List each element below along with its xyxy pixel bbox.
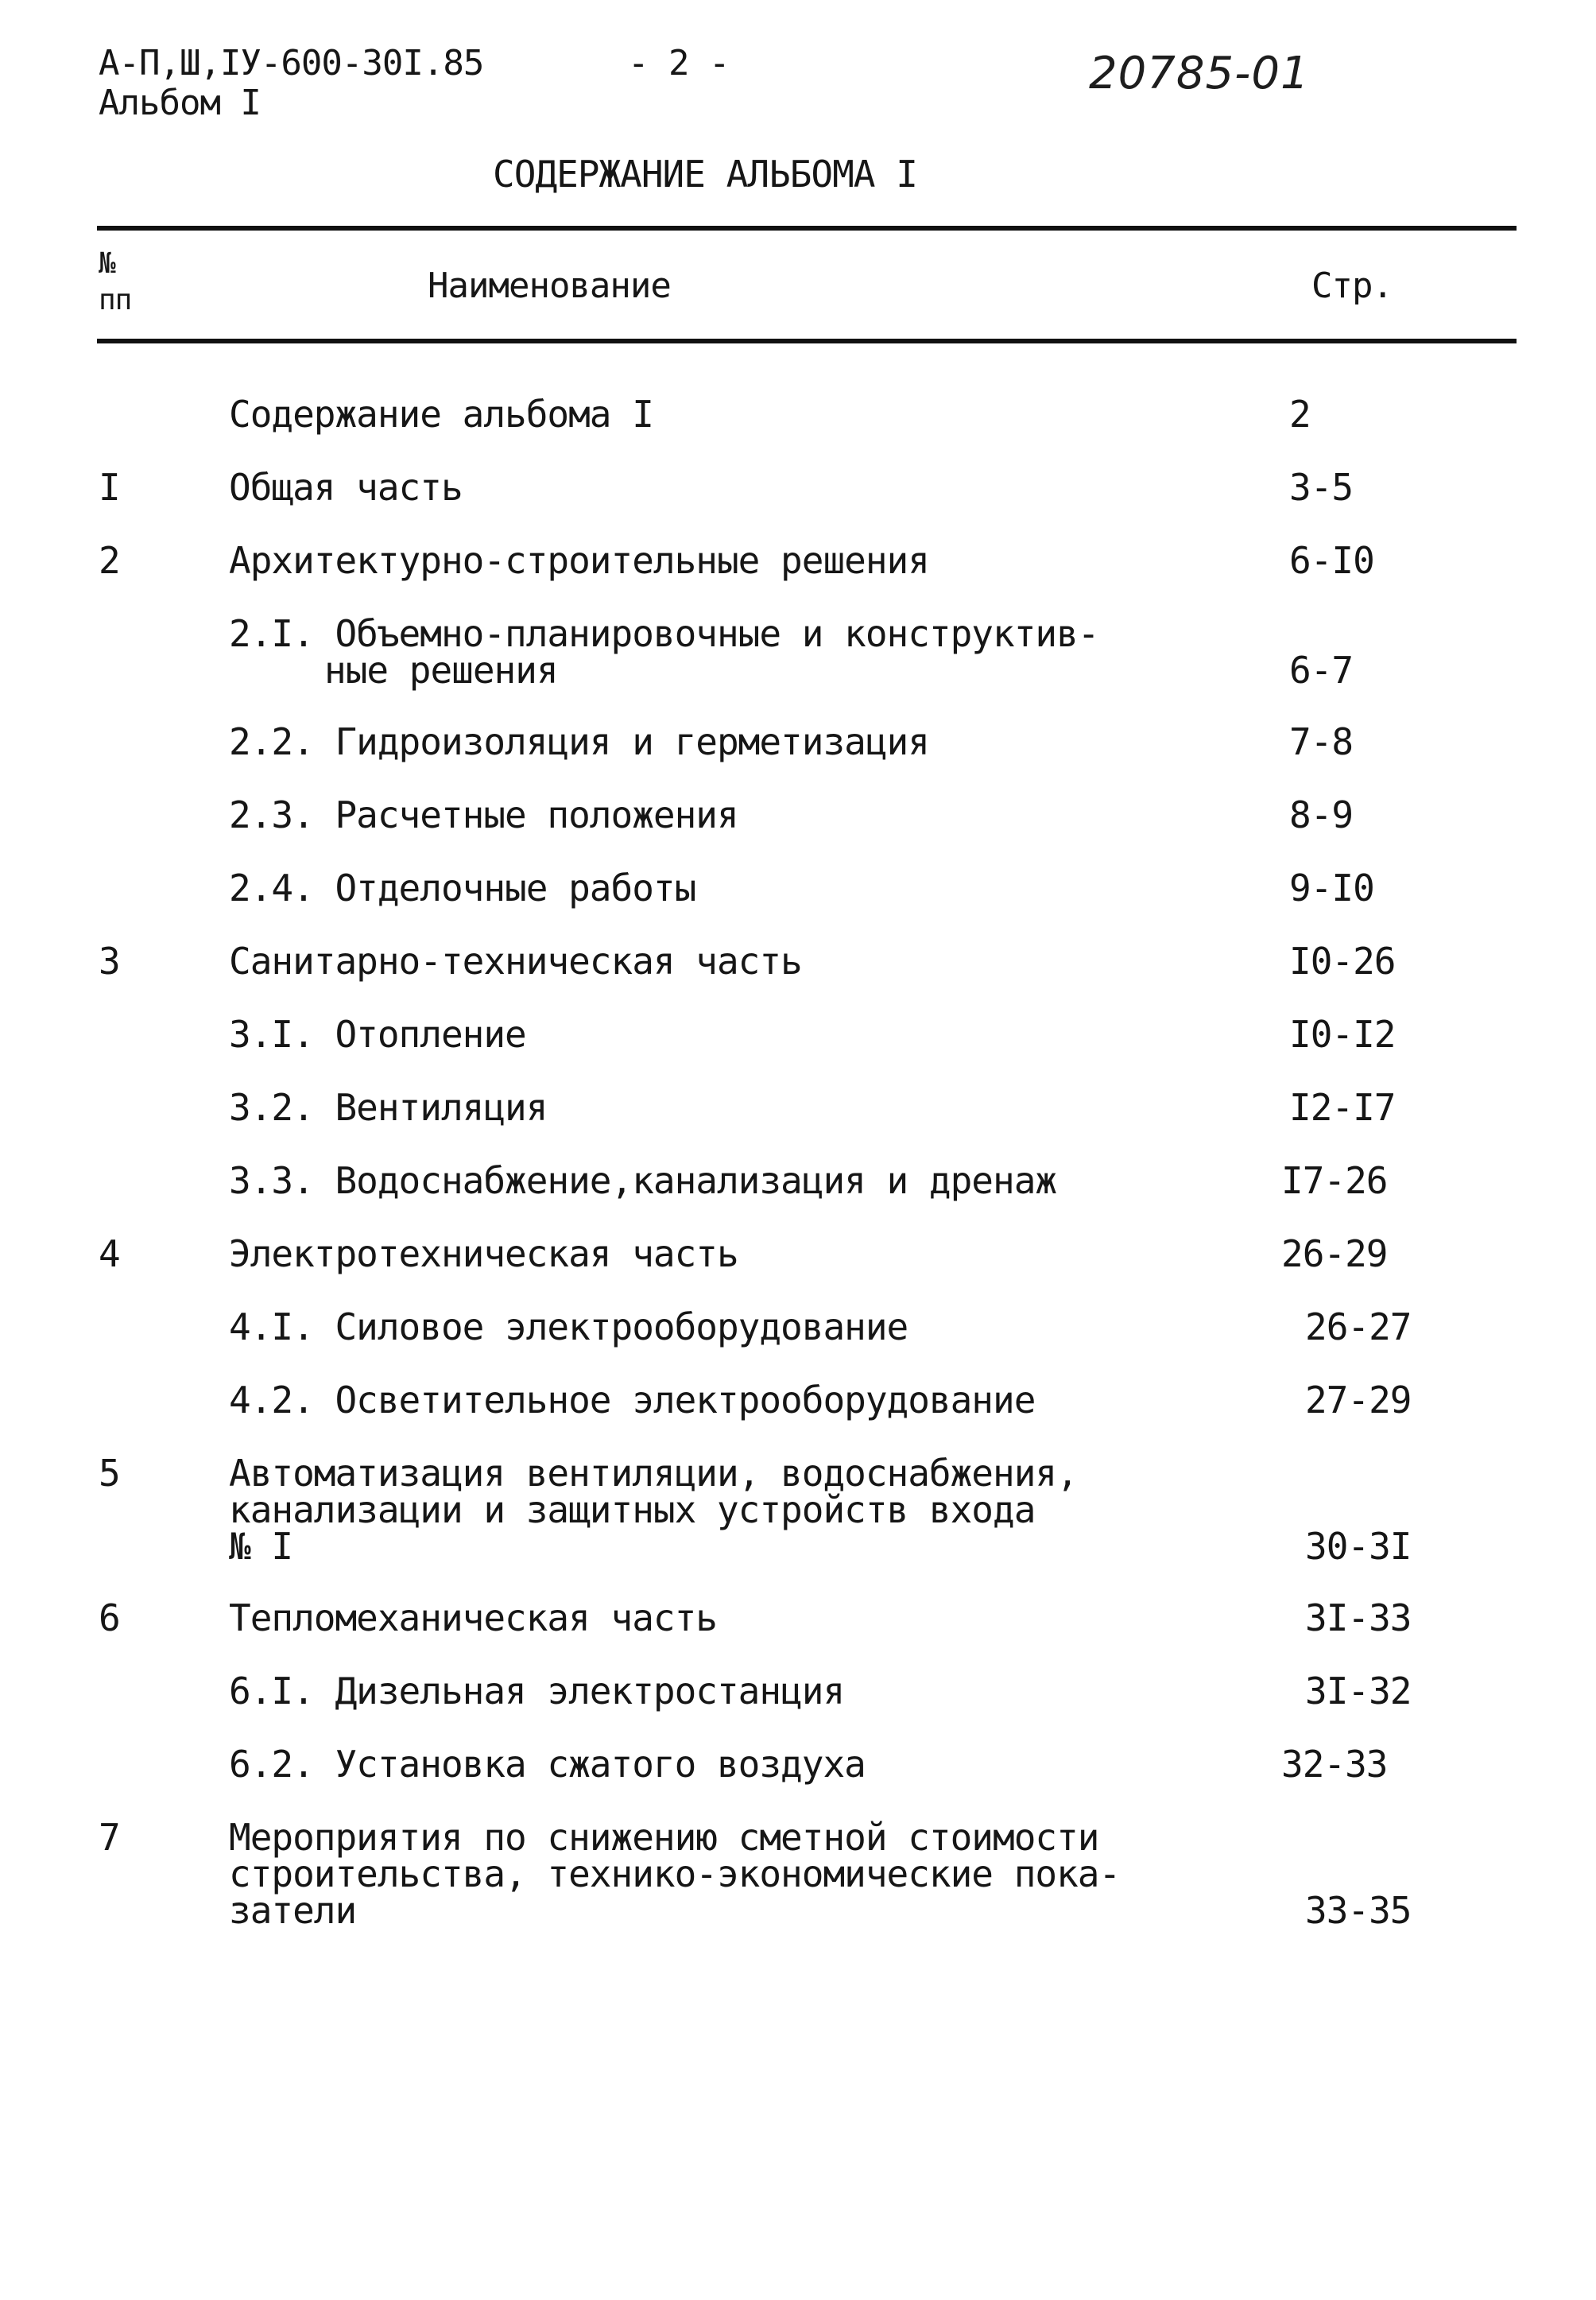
row-title xyxy=(229,720,929,763)
row-title xyxy=(229,1305,908,1348)
row-title-line: Санитарно-техническая часть xyxy=(229,940,802,983)
row-title xyxy=(229,793,738,836)
row-page: 33-35 xyxy=(1305,1889,1412,1932)
row-title xyxy=(229,466,463,509)
row-page: 7-8 xyxy=(1289,720,1354,763)
row-page: 6-I0 xyxy=(1289,539,1374,582)
row-title xyxy=(229,1232,738,1275)
row-page: 32-33 xyxy=(1281,1743,1388,1786)
row-page: I0-26 xyxy=(1289,940,1396,983)
row-number: 3 xyxy=(99,940,120,983)
row-title-line: Архитектурно-строительные решения xyxy=(229,539,929,582)
row-page: 6-7 xyxy=(1289,649,1354,692)
row-title xyxy=(229,393,653,436)
document-code: А-П,Ш,IУ-600-30I.85 xyxy=(99,43,484,83)
row-title-line: 3.I. Отопление xyxy=(229,1013,526,1056)
row-title-line: 2.2. Гидроизоляция и герметизация xyxy=(229,720,929,763)
header-number-label: № xyxy=(99,247,115,280)
row-title xyxy=(229,1743,866,1786)
row-number: 6 xyxy=(99,1596,120,1639)
row-page: 9-I0 xyxy=(1289,867,1374,910)
row-title-line: ные решения xyxy=(324,649,558,692)
row-page: 26-27 xyxy=(1305,1305,1412,1348)
row-title xyxy=(229,940,802,983)
row-page: I2-I7 xyxy=(1289,1086,1396,1129)
row-title xyxy=(229,612,1099,692)
row-title-line: Автоматизация вентиляции, водоснабжения, xyxy=(229,1452,1078,1495)
row-title-line: 6.I. Дизельная электростанция xyxy=(229,1670,845,1712)
page-title: СОДЕРЖАНИЕ АЛЬБОМА I xyxy=(493,153,917,196)
row-number: 7 xyxy=(99,1816,120,1859)
row-title-line: Содержание альбома I xyxy=(229,393,653,436)
row-title-line: строительства, технико-экономические пока- xyxy=(229,1852,1121,1895)
row-title-line: 6.2. Установка сжатого воздуха xyxy=(229,1743,866,1786)
row-title-line: Тепломеханическая часть xyxy=(229,1596,717,1639)
row-page: 2 xyxy=(1289,393,1311,436)
row-page: 3I-33 xyxy=(1305,1596,1412,1639)
row-title xyxy=(229,1159,1057,1202)
row-title-line: 4.I. Силовое электрооборудование xyxy=(229,1305,908,1348)
album-label: Альбом I xyxy=(99,83,261,123)
header-page-column: Стр. xyxy=(1311,266,1393,306)
row-title-line: Мероприятия по снижению сметной стоимости xyxy=(229,1816,1099,1859)
row-title-line: затели xyxy=(229,1889,357,1932)
row-title-line: 2.I. Объемно-планировочные и конструктив- xyxy=(229,612,1099,655)
row-title-line: № I xyxy=(229,1525,293,1568)
row-page: 3I-32 xyxy=(1305,1670,1412,1712)
handwritten-number: 20785-01 xyxy=(1089,48,1310,99)
row-title xyxy=(229,1086,548,1129)
row-title-line: канализации и защитных устройств входа xyxy=(229,1488,1036,1531)
row-title-line: 3.2. Вентиляция xyxy=(229,1086,548,1129)
row-number: 4 xyxy=(99,1232,120,1275)
table-top-rule xyxy=(97,226,1517,231)
page-marker: - 2 - xyxy=(628,43,730,83)
row-title-line: Электротехническая часть xyxy=(229,1232,738,1275)
row-title-line: 2.4. Отделочные работы xyxy=(229,867,696,910)
table-header-rule xyxy=(97,339,1517,343)
header-pp-label: пп xyxy=(99,284,132,316)
row-title-line: 4.2. Осветительное электрооборудование xyxy=(229,1379,1036,1422)
row-title-line: Общая часть xyxy=(229,466,463,509)
row-page: 3-5 xyxy=(1289,466,1354,509)
row-page: 26-29 xyxy=(1281,1232,1388,1275)
row-title xyxy=(229,1379,1036,1422)
row-number: 5 xyxy=(99,1452,120,1495)
row-page: I0-I2 xyxy=(1289,1013,1396,1056)
row-title xyxy=(229,1013,526,1056)
row-title xyxy=(229,1452,1078,1568)
row-title xyxy=(229,1670,845,1712)
row-number: 2 xyxy=(99,539,120,582)
row-title xyxy=(229,539,929,582)
row-page: 27-29 xyxy=(1305,1379,1412,1422)
row-page: 30-3I xyxy=(1305,1525,1412,1568)
row-page: I7-26 xyxy=(1281,1159,1388,1202)
row-number: I xyxy=(99,466,120,509)
row-title xyxy=(229,1596,717,1639)
row-title xyxy=(229,1816,1121,1932)
row-title-line: 3.3. Водоснабжение,канализация и дренаж xyxy=(229,1159,1057,1202)
row-title-line: 2.3. Расчетные положения xyxy=(229,793,738,836)
header-name-column: Наименование xyxy=(428,266,671,306)
row-page: 8-9 xyxy=(1289,793,1354,836)
row-title xyxy=(229,867,696,910)
